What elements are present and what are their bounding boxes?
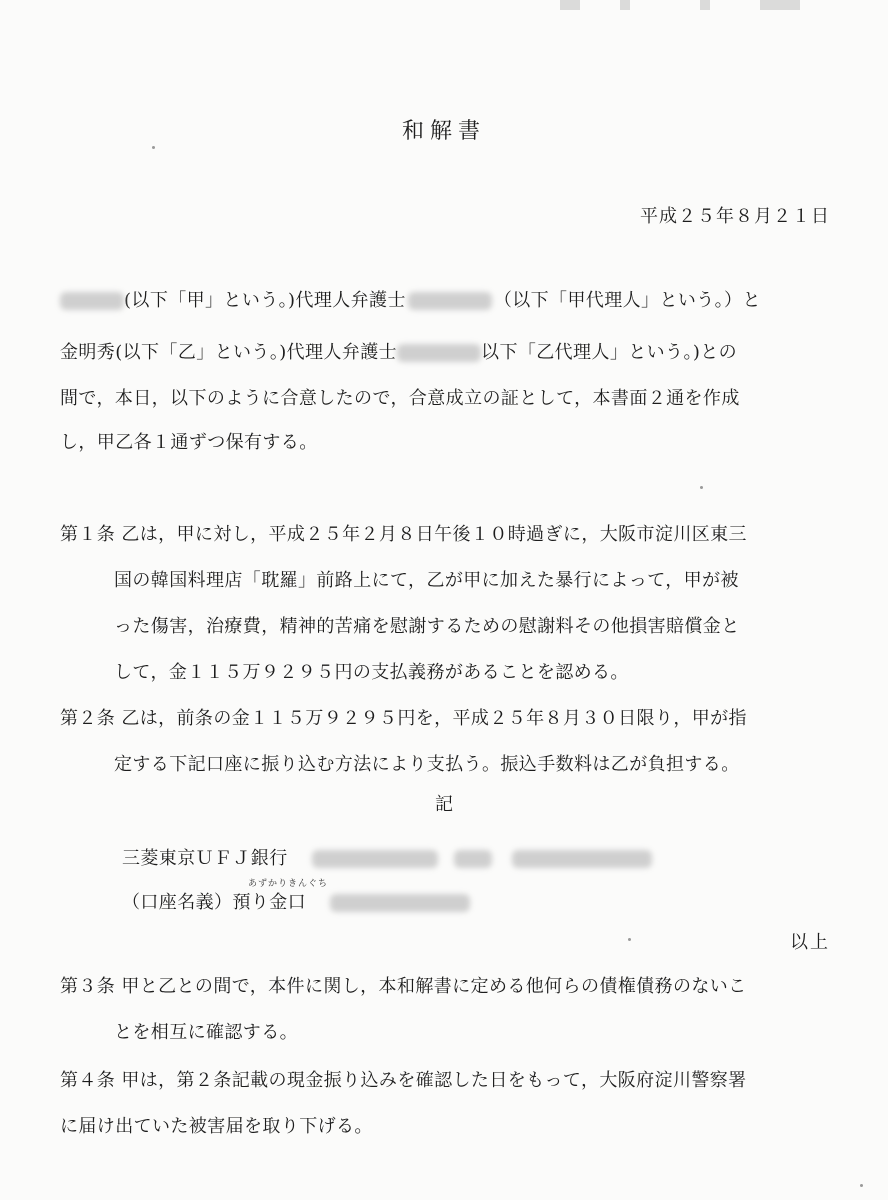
redacted-name	[408, 292, 492, 310]
document-title: 和解書	[401, 119, 486, 144]
top-edge-marks	[560, 0, 840, 10]
article-4-line-2: に届け出ていた被害届を取り下げる。	[60, 1116, 373, 1137]
redacted-account-number	[512, 850, 652, 868]
preamble-line-1: (以下「甲」という。)代理人弁護士 （以下「甲代理人」という。）と	[60, 286, 761, 312]
scan-speck	[628, 938, 631, 941]
article-2-line-2: 定する下記口座に振り込む方法により支払う。振込手数料は乙が負担する。	[114, 754, 740, 775]
scan-speck	[152, 146, 155, 149]
article-4-line-1: 第４条 甲は，第２条記載の現金振り込みを確認した日をもって，大阪府淀川警察署	[60, 1070, 747, 1091]
scan-speck	[860, 1184, 863, 1187]
bank-name: 三菱東京ＵＦＪ銀行	[122, 848, 288, 869]
redacted-account-holder	[330, 894, 470, 912]
bank-line	[122, 844, 652, 870]
preamble-line-4: し，甲乙各１通ずつ保有する。	[60, 432, 318, 453]
article-3-line-2: とを相互に確認する。	[114, 1022, 298, 1043]
ki-marker: 記	[435, 794, 453, 815]
preamble-line-3: 間で，本日，以下のように合意したので，合意成立の証として，本書面２通を作成	[60, 388, 740, 409]
account-label: （口座名義）預り金口	[122, 892, 306, 913]
article-2-line-1: 第２条 乙は，前条の金１１５万９２９５円を，平成２５年８月３０日限り，甲が指	[60, 708, 747, 729]
redacted-branch	[312, 850, 438, 868]
document-date: 平成２５年８月２１日	[640, 206, 830, 227]
article-1-line-3: った傷害，治療費，精神的苦痛を慰謝するための慰謝料その他損害賠償金と	[114, 616, 740, 637]
account-furigana: あずかりきんぐち	[248, 879, 329, 889]
account-name-line	[122, 888, 470, 914]
preamble-line-2: 金明秀(以下「乙」という。)代理人弁護士 以下「乙代理人」という。)との	[60, 342, 738, 363]
redacted-name	[397, 344, 481, 362]
article-1-line-4: して，金１１５万９２９５円の支払義務があることを認める。	[114, 662, 629, 683]
scan-speck	[700, 486, 703, 489]
redacted-name	[60, 292, 124, 310]
article-3-line-1: 第３条 甲と乙との間で，本件に関し，本和解書に定める他何らの債権債務のないこ	[60, 976, 747, 997]
article-1-line-1: 第１条 乙は，甲に対し，平成２５年２月８日午後１０時過ぎに，大阪市淀川区東三	[60, 524, 747, 545]
ijou-marker: 以上	[790, 932, 830, 953]
article-1-line-2: 国の韓国料理店「耽羅」前路上にて，乙が甲に加えた暴行によって，甲が被	[114, 570, 739, 591]
redacted-account-type	[454, 850, 492, 868]
